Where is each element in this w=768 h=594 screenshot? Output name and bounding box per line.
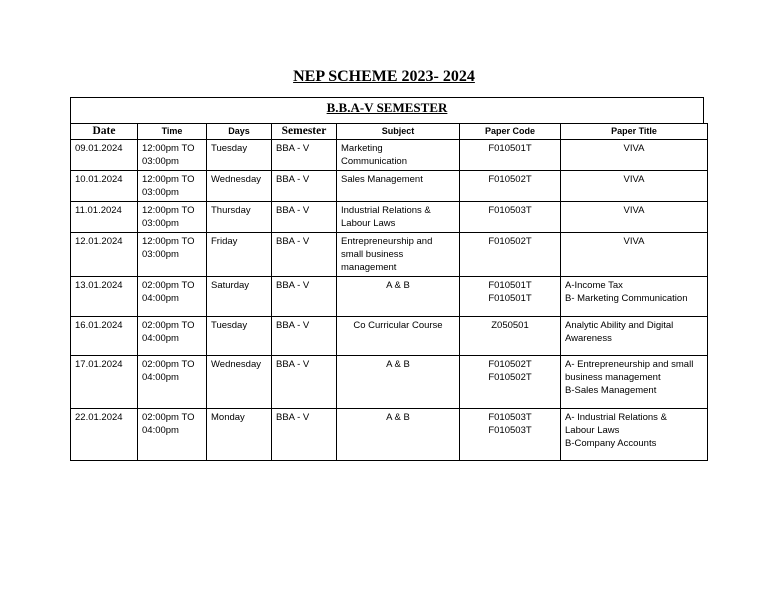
paper-code-line: F010502T [488, 236, 532, 247]
cell-paper-title [561, 140, 708, 171]
cell-subject [337, 356, 460, 409]
paper-title-line: VIVA [623, 236, 645, 247]
header-subject: Subject [337, 124, 460, 140]
cell-semester: BBA - V [272, 233, 337, 277]
cell-paper-title [561, 171, 708, 202]
subject-line: Co Curricular Course [353, 320, 443, 331]
cell-date: 22.01.2024 [71, 409, 138, 461]
cell-time [138, 317, 207, 356]
time-line: 02:00pm TO [142, 412, 195, 423]
subject-line: Communication [341, 156, 407, 167]
cell-subject [337, 317, 460, 356]
subject-line: Marketing [341, 143, 383, 154]
cell-semester: BBA - V [272, 202, 337, 233]
cell-subject [337, 277, 460, 317]
paper-title-line: VIVA [623, 174, 645, 185]
cell-semester: BBA - V [272, 171, 337, 202]
paper-title-line: A- Entrepreneurship and small [565, 359, 694, 370]
cell-subject [337, 171, 460, 202]
cell-time [138, 171, 207, 202]
paper-code-line: F010502T [488, 174, 532, 185]
subject-line: A & B [386, 412, 410, 423]
cell-semester: BBA - V [272, 277, 337, 317]
table-row [71, 356, 708, 409]
cell-day: Wednesday [207, 171, 272, 202]
paper-code-line: F010503T [488, 425, 532, 436]
cell-day: Friday [207, 233, 272, 277]
table-row [71, 140, 708, 171]
paper-title-line: business management [565, 372, 661, 383]
paper-title-line: B-Sales Management [565, 385, 657, 396]
subject-line: A & B [386, 280, 410, 291]
header-paper-code: Paper Code [460, 124, 561, 140]
subject-line: Entrepreneurship and [341, 236, 433, 247]
cell-day: Wednesday [207, 356, 272, 409]
cell-paper-title [561, 317, 708, 356]
subject-line: Industrial Relations & [341, 205, 431, 216]
header-semester: Semester [272, 124, 337, 140]
paper-title-line: B- Marketing Communication [565, 293, 688, 304]
time-line: 12:00pm TO [142, 205, 195, 216]
table-row [71, 202, 708, 233]
time-line: 04:00pm [142, 293, 179, 304]
table-row [71, 233, 708, 277]
cell-time [138, 409, 207, 461]
table-row [71, 409, 708, 461]
cell-paper-code [460, 171, 561, 202]
time-line: 03:00pm [142, 249, 179, 260]
cell-subject [337, 202, 460, 233]
cell-time [138, 140, 207, 171]
table-row [71, 171, 708, 202]
cell-time [138, 202, 207, 233]
cell-date: 17.01.2024 [71, 356, 138, 409]
cell-day: Thursday [207, 202, 272, 233]
cell-day: Monday [207, 409, 272, 461]
time-line: 02:00pm TO [142, 359, 195, 370]
paper-title-line: B-Company Accounts [565, 438, 657, 449]
header-days: Days [207, 124, 272, 140]
time-line: 04:00pm [142, 425, 179, 436]
table-header-row [71, 124, 708, 140]
paper-code-line: F010502T [488, 359, 532, 370]
cell-semester: BBA - V [272, 317, 337, 356]
paper-code-line: F010502T [488, 372, 532, 383]
time-line: 03:00pm [142, 187, 179, 198]
header-date: Date [71, 124, 138, 140]
cell-semester: BBA - V [272, 140, 337, 171]
time-line: 02:00pm TO [142, 280, 195, 291]
cell-paper-code [460, 317, 561, 356]
cell-semester: BBA - V [272, 356, 337, 409]
cell-date: 16.01.2024 [71, 317, 138, 356]
cell-paper-title [561, 277, 708, 317]
paper-code-line: F010503T [488, 205, 532, 216]
cell-date: 10.01.2024 [71, 171, 138, 202]
exam-schedule-table [70, 123, 708, 461]
paper-code-line: F010501T [488, 143, 532, 154]
cell-paper-title [561, 409, 708, 461]
cell-paper-code [460, 409, 561, 461]
header-paper-title: Paper Title [561, 124, 708, 140]
paper-title-line: A-Income Tax [565, 280, 623, 291]
subject-line: Sales Management [341, 174, 423, 185]
cell-date: 09.01.2024 [71, 140, 138, 171]
paper-title-line: A- Industrial Relations & [565, 412, 667, 423]
paper-code-line: F010501T [488, 293, 532, 304]
cell-paper-code [460, 277, 561, 317]
cell-date: 12.01.2024 [71, 233, 138, 277]
cell-time [138, 233, 207, 277]
cell-day: Tuesday [207, 317, 272, 356]
time-line: 12:00pm TO [142, 143, 195, 154]
cell-paper-title [561, 356, 708, 409]
paper-code-line: Z050501 [491, 320, 529, 331]
time-line: 03:00pm [142, 156, 179, 167]
paper-title-line: VIVA [623, 143, 645, 154]
subject-line: A & B [386, 359, 410, 370]
cell-semester: BBA - V [272, 409, 337, 461]
paper-title-line: Labour Laws [565, 425, 620, 436]
table-body [71, 140, 708, 461]
cell-time [138, 277, 207, 317]
cell-paper-code [460, 356, 561, 409]
cell-day: Saturday [207, 277, 272, 317]
cell-subject [337, 140, 460, 171]
cell-date: 11.01.2024 [71, 202, 138, 233]
paper-title-line: Awareness [565, 333, 612, 344]
time-line: 02:00pm TO [142, 320, 195, 331]
cell-paper-code [460, 140, 561, 171]
cell-paper-code [460, 233, 561, 277]
document-title: NEP SCHEME 2023- 2024 [293, 68, 475, 85]
cell-paper-code [460, 202, 561, 233]
cell-paper-title [561, 233, 708, 277]
cell-paper-title [561, 202, 708, 233]
cell-subject [337, 233, 460, 277]
paper-code-line: F010501T [488, 280, 532, 291]
paper-title-line: VIVA [623, 205, 645, 216]
subject-line: small business [341, 249, 404, 260]
semester-heading-box [70, 97, 704, 123]
time-line: 04:00pm [142, 372, 179, 383]
header-time: Time [138, 124, 207, 140]
paper-code-line: F010503T [488, 412, 532, 423]
time-line: 12:00pm TO [142, 236, 195, 247]
table-row [71, 277, 708, 317]
subject-line: management [341, 262, 397, 273]
cell-subject [337, 409, 460, 461]
time-line: 04:00pm [142, 333, 179, 344]
table-row [71, 317, 708, 356]
paper-title-line: Analytic Ability and Digital [565, 320, 674, 331]
cell-date: 13.01.2024 [71, 277, 138, 317]
subject-line: Labour Laws [341, 218, 396, 229]
cell-day: Tuesday [207, 140, 272, 171]
semester-heading: B.B.A-V SEMESTER [326, 100, 448, 115]
time-line: 12:00pm TO [142, 174, 195, 185]
time-line: 03:00pm [142, 218, 179, 229]
cell-time [138, 356, 207, 409]
